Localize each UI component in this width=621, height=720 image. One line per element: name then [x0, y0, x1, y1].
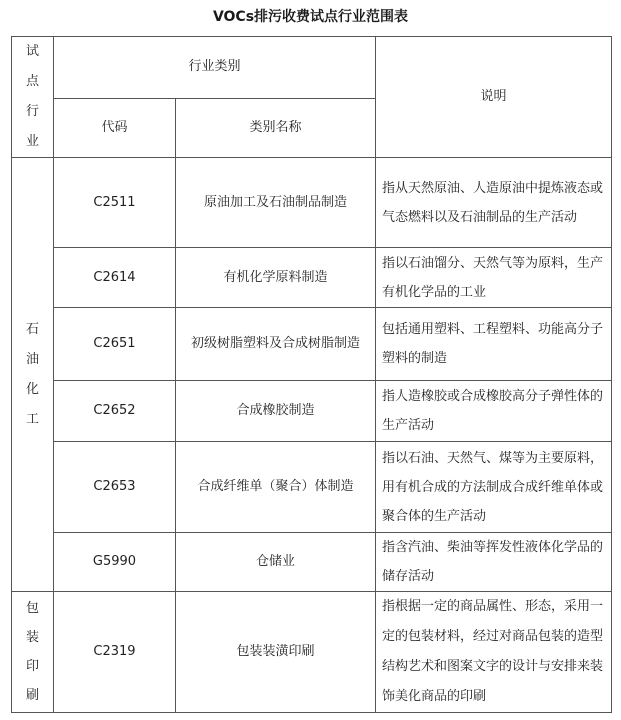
row-description: 指从天然原油、人造原油中提炼液态或气态燃料以及石油制品的生产活动 — [376, 158, 612, 248]
row-description: 指以石油、天然气、煤等为主要原料，用有机合成的方法制成合成纤维单体或聚合体的生产活动 — [376, 442, 612, 533]
group-petrochem — [12, 158, 54, 592]
header-code: 代码 — [54, 98, 176, 157]
row-description: 指含汽油、柴油等挥发性液体化学品的储存活动 — [376, 533, 612, 592]
group-petrochem-label: 石油化工 — [25, 321, 39, 427]
row-description: 包括通用塑料、工程塑料、功能高分子塑料的制造 — [376, 308, 612, 381]
page-title: VOCs排污收费试点行业范围表 — [212, 9, 409, 25]
row-code: C2319 — [54, 592, 176, 713]
header-description: 说明 — [376, 37, 612, 158]
table-row — [12, 381, 612, 442]
row-name: 原油加工及石油制品制造 — [176, 158, 376, 248]
row-code: C2614 — [54, 248, 176, 308]
header-row-1 — [12, 37, 612, 99]
table-row — [12, 158, 612, 248]
row-code: G5990 — [54, 533, 176, 592]
header-pilot-industry-label: 试点行业 — [25, 44, 39, 149]
row-code: C2653 — [54, 442, 176, 533]
table-row — [12, 592, 612, 713]
row-name: 初级树脂塑料及合成树脂制造 — [176, 308, 376, 381]
row-code: C2511 — [54, 158, 176, 248]
table-row — [12, 442, 612, 533]
industry-range-table — [11, 36, 612, 713]
header-category-name: 类别名称 — [176, 98, 376, 157]
header-pilot-industry — [12, 37, 54, 158]
row-name: 合成橡胶制造 — [176, 381, 376, 442]
table-row — [12, 308, 612, 381]
table-row — [12, 248, 612, 308]
group-packaging-label: 包装印刷 — [25, 601, 39, 703]
row-name: 仓储业 — [176, 533, 376, 592]
row-code: C2652 — [54, 381, 176, 442]
row-code: C2651 — [54, 308, 176, 381]
header-category: 行业类别 — [54, 37, 376, 99]
row-description: 指根据一定的商品属性、形态，采用一定的包装材料，经过对商品包装的造型结构艺术和图案文字的设计与安排来装饰美化商品的印刷 — [376, 592, 612, 713]
row-description: 指人造橡胶或合成橡胶高分子弹性体的生产活动 — [376, 381, 612, 442]
row-name: 合成纤维单（聚合）体制造 — [176, 442, 376, 533]
table-row — [12, 533, 612, 592]
row-name: 包装装潢印刷 — [176, 592, 376, 713]
row-name: 有机化学原料制造 — [176, 248, 376, 308]
row-description: 指以石油馏分、天然气等为原料，生产有机化学品的工业 — [376, 248, 612, 308]
group-packaging — [12, 592, 54, 713]
